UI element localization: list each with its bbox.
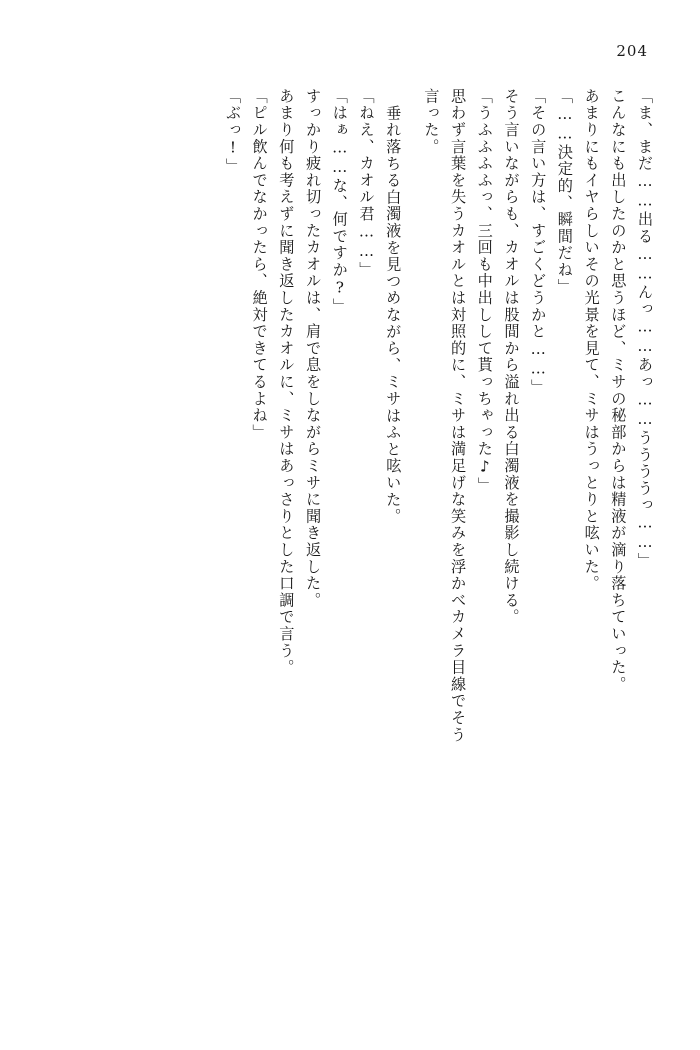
text-line: あまり何も考えずに聞き返したカオルに、ミサはあっさりとした口調で言う。 [277, 88, 296, 676]
page-number: 204 [616, 42, 648, 60]
text-line: あまりにもイヤらしいその光景を見て、ミサはうっとりと呟いた。 [582, 88, 601, 592]
text-line: 「その言い方は、すごくどうかと……」 [529, 88, 548, 396]
text-line: 「ねえ、カオル君……」 [357, 88, 376, 279]
text-line: 「ぶっ!」 [223, 88, 242, 175]
text-line: そう言いながらも、カオルは股間から溢れ出る白濁液を撮影し続ける。 [502, 88, 521, 626]
text-line: 「はぁ……な、何ですか?」 [330, 88, 349, 315]
text-line: 「……決定的、瞬間だね」 [555, 88, 574, 296]
text-line: 思わず言葉を失うカオルとは対照的に、ミサは満足げな笑みを浮かべカメラ目線でそう [449, 88, 468, 744]
text-line: こんなにも出したのかと思うほど、ミサの秘部からは精液が滴り落ちていった。 [609, 88, 628, 693]
text-line: 「うふふふふっ、三回も中出しして貰っちゃった♪」 [475, 88, 494, 494]
text-line: 「ピル飲んでなかったら、絶対できてるよね」 [250, 88, 269, 441]
text-line: 言った。 [422, 88, 441, 156]
vertical-text-body [48, 88, 652, 1004]
text-line: 「ま、まだ……出る……んっ……あっ……ううううっ……」 [636, 88, 654, 570]
text-line: 垂れ落ちる白濁液を見つめながら、ミサはふと呟いた。 [384, 105, 403, 525]
text-line: すっかり疲れ切ったカオルは、肩で息をしながらミサに聞き返した。 [304, 88, 323, 609]
